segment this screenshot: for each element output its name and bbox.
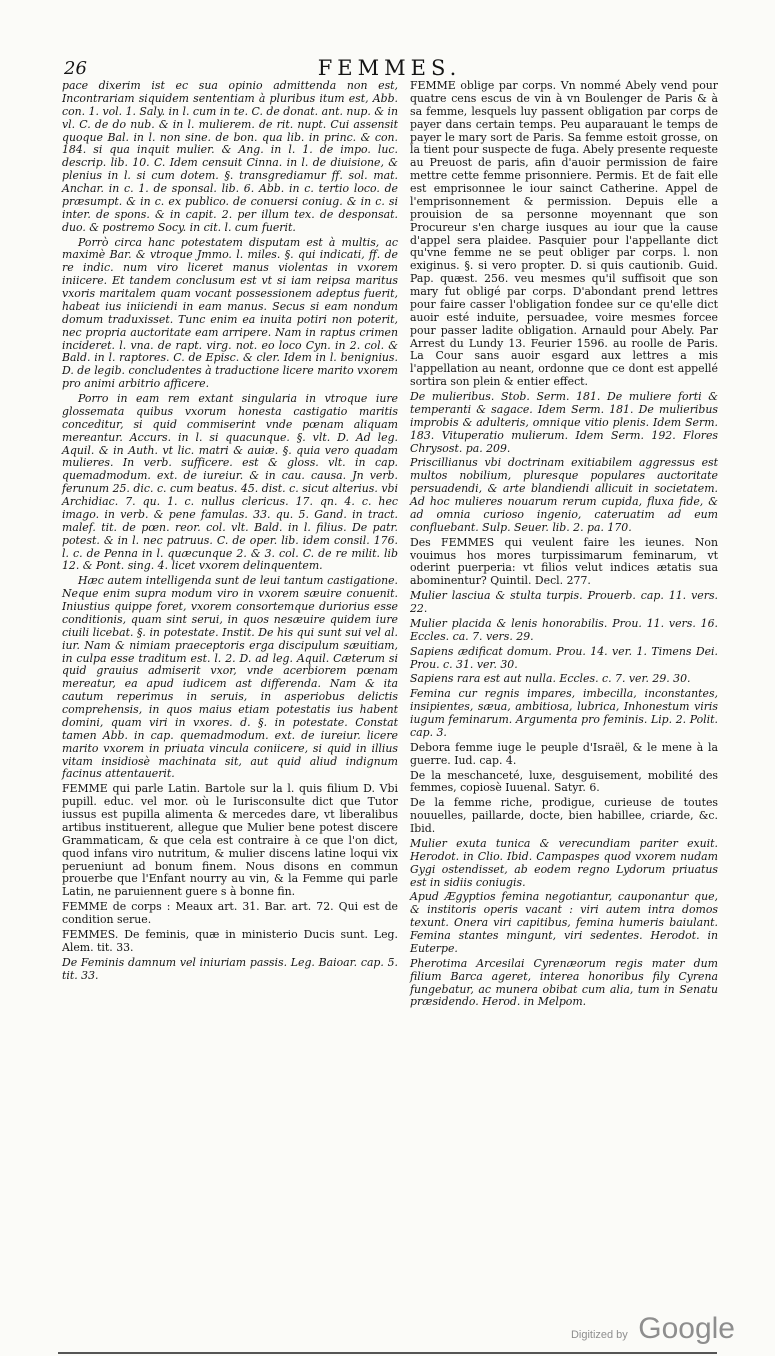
right-paragraph: Sapiens rara est aut nulla. Eccles. c. 7. ver. 29. 30.	[410, 672, 691, 686]
right-paragraph: Femina cur regnis impares, imbecilla, inconstantes, insipientes, sæua, ambitiosa, lubrica, Inhonestum viris iugum feminarum. Argumenta pro feminis. Lip. 2. Polit. cap. 3.	[410, 687, 718, 739]
page-header	[64, 56, 715, 80]
right-paragraph: De la femme riche, prodigue, curieuse de toutes nouuelles, paillarde, docte, bien habillee, criarde, &c. Ibid.	[410, 796, 718, 835]
page-bottom-rule	[58, 1352, 717, 1354]
right-paragraph: Mulier placida & lenis honorabilis. Prou. 11. vers. 16. Eccles. ca. 7. vers. 29.	[410, 616, 718, 643]
right-paragraph: Mulier lasciua & stulta turpis. Prouerb. cap. 11. vers. 22.	[410, 589, 718, 615]
right-paragraph: FEMME oblige par corps. Vn nommé Abely vend pour quatre cens escus de vin à vn Boulenger de Paris & à sa femme, lesquels luy passent obligation par corps de payer dans certain temps. Peu auparauant le temps de payer le mary sort de Paris. Sa femme estoit grosse, on la tient pour suspecte de fuga. Abely presente requeste au Preuost de paris, afin d'auoir permission de faire mettre cette femme prisonniere. Permis. Et de fait elle est emprisonnee le iour sainct Catherine. Appel de l'emprisonnement & permission. Depuis elle a prouision de sa personne moyennant que son Procureur s'en charge iusques au iour que la cause d'appel sera plaidee. Pasquier pour l'appellante dict qu'vne femme ne se peut obliger par corps. l. non exiginus. §. si vero propter. D. si quis cautionib. Guid. Pap. quæst. 256. veu mesmes qu'il suffisoit que son mary fut obligé par corps. D'abondant prend lettres pour faire casser l'obligation fondee sur ce qu'elle dict auoir esté induite, persuadee, voire mesmes forcee pour passer ladite obligation. Arnauld pour Abely. Par Arrest du Lundy 13. Feurier 1596. au roolle de Paris. La Cour sans auoir esgard aux lettres a mis l'appellation au neant, ordonne que ce dont est appellé sortira son plein & entier effect.	[410, 79, 718, 389]
left-column	[62, 80, 398, 984]
left-paragraph: FEMME qui parle Latin. Bartole sur la l. quis filium D. Vbi pupill. educ. vel mor. où le Iurisconsulte dict que Tutor iussus est pupilla alimenta & mercedes dare, vt liberalibus artibus instituerent, allegue que Mulier bene potest discere Grammaticam, & que cela est contraire à ce que l'on dict, quod infans viro nutritum, & mulier discens latine loqui vix perueniunt ad bonum finem. Nous disons en commun prouerbe que l'Enfant nourry au vin, & la Femme qui parle Latin, ne paruiennent guere s à bonne fin.	[62, 782, 398, 899]
running-title: FEMMES.	[317, 56, 462, 80]
left-paragraph: Porro in eam rem extant singularia in vtroque iure glossemata quibus vxorum honesta castigatio maritis conceditur, si quid commiserint vnde pœnam aliquam mereantur. Accurs. in l. si quacunque. §. vlt. D. Ad leg. Aquil. & in Auth. vt lic. matri & auiæ. §. quia vero quadam mulieres. In verb. sufficere. est & gloss. vlt. in cap. quemadmodum. ext. de iureiur. & in cau. causa. Jn verb. ferunum 25. dic. c. cum beatus. 45. dist. c. sicut alterius. vbi Archidiac. 7. qu. 1. c. nullus clericus. 17. qn. 4. c. hec imago. in verb. & pene famulas. 33. qu. 5. Gand. in tract. malef. tit. de pœn. reor. col. vlt. Bald. in l. filius. De patr. potest. & in l. nec patruus. C. de oper. lib. idem consil. 176. l. c. de Penna in l. quæcunque 2. & 3. col. C. de re milit. lib 12. & Pont. sing. 4. licet vxorem delinquentem.	[62, 392, 398, 573]
left-paragraph: Porrò circa hanc potestatem disputam est à multis, ac maximè Bar. & vtroque Jmmo. l. miles. §. qui indicati, ff. de re indic. num viro liceret manus violentas in vxorem iniicere. Et tandem conclusum est vt si iam reipsa maritus vxoris maritalem quam vocant possessionem adeptus fuerit, habeat ius iniiciendi in eam manus. Secus si eam nondum domum traduxisset. Tunc enim ea inuita potiri non poterit, nec propria auctoritate eam arripere. Nam in raptus crimen incideret. l. vna. de rapt. virg. not. eo loco Cyn. in 2. col. & Bald. in l. raptores. C. de Episc. & cler. Idem in l. benignius. D. de legib. concludentes à traductione licere marito vxorem pro animi arbitrio afficere.	[62, 235, 398, 391]
digitized-prefix: Digitized by	[570, 1329, 628, 1341]
right-column	[410, 80, 718, 1011]
right-paragraph: De mulieribus. Stob. Serm. 181. De muliere forti & temperanti & sagace. Idem Serm. 181. De mulieribus improbis & adulteris, omnique vitio plenis. Idem Serm. 183. Vituperatio mulierum. Idem Serm. 192. Flores Chrysost. pa. 209.	[410, 390, 718, 455]
right-paragraph: Debora femme iuge le peuple d'Israël, & le mene à la guerre. Iud. cap. 4.	[410, 740, 718, 767]
left-paragraph: De Feminis damnum vel iniuriam passis. Leg. Baioar. cap. 5. tit. 33.	[62, 955, 398, 982]
right-paragraph: Priscillianus vbi doctrinam exitiabilem aggressus est multos nobilium, pluresque populares auctoritate persuadendi, & arte blandiendi allicuit in societatem. Ad hoc mulieres nouarum rerum cupida, fluxa fide, & ad omnia curioso ingenio, cateruatim ad eum confluebant. Sulp. Seuer. lib. 2. pa. 170.	[410, 456, 718, 534]
left-paragraph: pace dixerim ist ec sua opinio admittenda non est, Incontrariam siquidem sententiam à pluribus itum est, Abb. con. 1. vol. 1. Saly. in l. cum in te. C. de donat. ant. nup. & in vl. C. de do nub. & in l. mulierem. de rit. nupt. Cui assensit quoque Bal. in l. non sine. de bon. qua lib. in princ. & con. 184. si qua inquit mulier. & Ang. in l. 1. de impo. luc. descrip. lib. 10. C. Idem censuit Cinna. in l. de diuisione, & plenius in l. si cum dotem. §. transgrediamur ff. sol. mat. Anchar. in c. 1. de sponsal. lib. 6. Abb. in c. tertio loco. de præsumpt. & in c. ex publico. de conuersi coniug. & in c. si inter. de spons. & in capit. 2. per illum tex. de desponsat. duo. & postremo Socy. in cit. l. cum fuerit.	[62, 79, 398, 234]
left-paragraph: Hæc autem intelligenda sunt de leui tantum castigatione. Neque enim supra modum viro in vxorem sæuire conuenit. Iniustius quippe foret, vxorem consortemque duriorius esse conditionis, quam sint serui, in quos nesæuire quidem iure ciuili licebat. §. in potestate. Instit. De his qui sunt sui vel al. iur. Nam & nimiam praeceptoris erga discipulum sæuitiam, in culpa esse traditum est. l. 2. D. ad leg. Aquil. Cæterum si quid grauius admiserit vxor, vnde acerbiorem pœnam mereatur, ea apud iudicem ast differenda. Nam & ita cautum reperimus in seruis, in asperiobus delictis comprehensis, in quos maius etiam potestatis ius habent domini, quam viri in vxores. d. §. in potestate. Constat tamen Abb. in cap. quemadmodum. ext. de iureiur. licere marito vxorem in priuata vincula coniicere, si quid in illius vitam insidiosè machinata sit, aut quid aliud indignum facinus attentauerit.	[62, 574, 398, 781]
page-number: 26	[64, 58, 87, 79]
right-paragraph: Sapiens ædificat domum. Prou. 14. ver. 1. Timens Dei. Prou. c. 31. ver. 30.	[410, 644, 718, 671]
right-paragraph: Apud Ægyptios femina negotiantur, cauponantur que, & institoris operis vacant : viri autem intra domos texunt. Onera viri capitibus, femina humeris baiulant. Femina stantes mingunt, viri sedentes. Herodot. in Euterpe.	[410, 890, 718, 955]
left-paragraph: FEMME de corps : Meaux art. 31. Bar. art. 72. Qui est de condition serue.	[62, 900, 398, 926]
right-paragraph: De la meschanceté, luxe, desguisement, mobilité des femmes, copiosè Iuuenal. Satyr. 6.	[410, 768, 718, 795]
left-paragraph: FEMMES. De feminis, quæ in ministerio Ducis sunt. Leg. Alem. tit. 33.	[62, 927, 398, 954]
google-logo: Google	[638, 1312, 735, 1345]
digitized-by-watermark	[571, 1312, 735, 1346]
right-paragraph: Des FEMMES qui veulent faire les ieunes. Non vouimus hos mores turpissimarum feminarum, vt oderint puerperia: vt filios velut indices ætatis sua abominentur? Quintil. Decl. 277.	[410, 535, 718, 588]
right-paragraph: Pherotima Arcesilai Cyrenæorum regis mater dum filium Barca ageret, interea honoribus fily Cyrena fungebatur, ac munera obibat cum alia, tum in Senatu præsidendo. Herod. in Melpom.	[410, 956, 718, 1009]
right-paragraph: Mulier exuta tunica & verecundiam pariter exuit. Herodot. in Clio. Ibid. Campaspes quod vxorem nudam Gygi ostendisset, ab eodem regno Lydorum priuatus est in sidiis coniugis.	[410, 836, 718, 889]
